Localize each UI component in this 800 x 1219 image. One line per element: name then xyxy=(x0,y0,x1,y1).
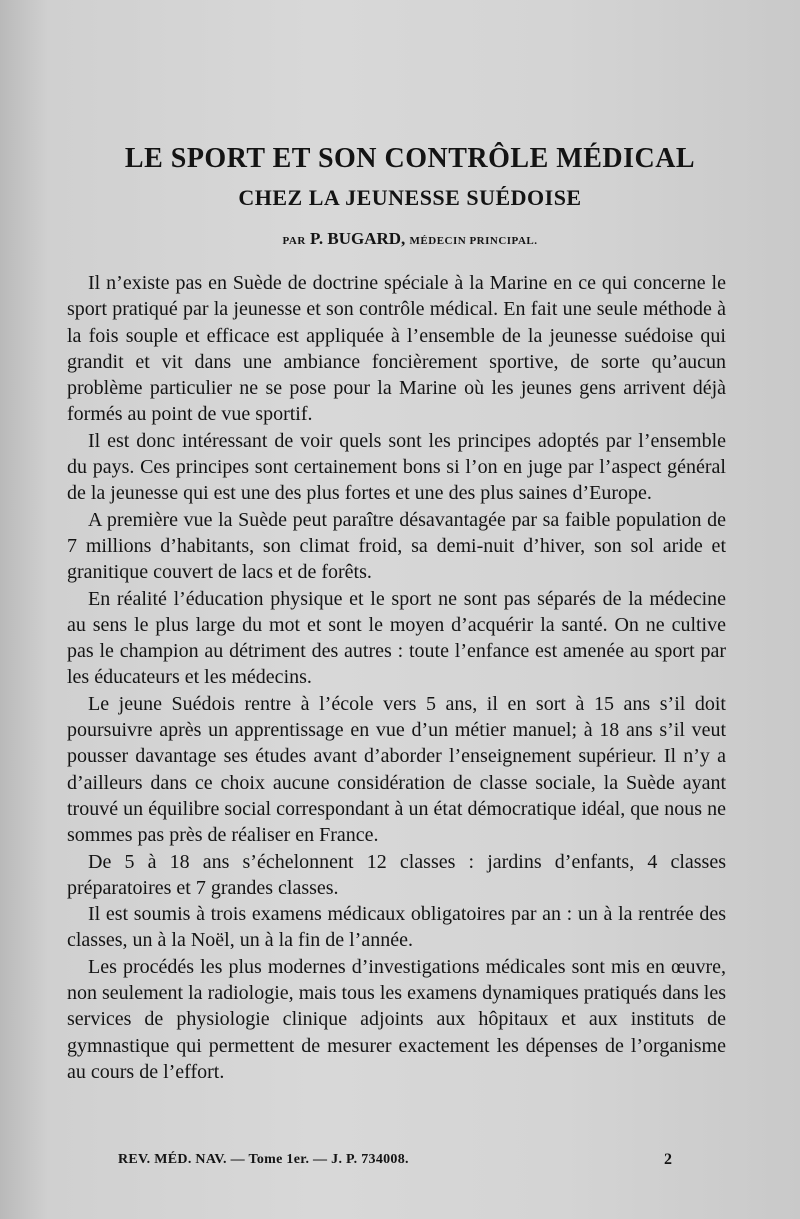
page-number: 2 xyxy=(664,1151,672,1168)
paragraph: Il n’existe pas en Suède de doctrine spéciale à la Marine en ce qui concerne le sport pratiqué par la jeunesse et son contrôle médical. En fait une seule méthode à la fois souple et efficace est appliquée à l’ensemble de la jeunesse suédoise qui grandit et vit dans une ambiance foncièrement sportive, de sorte qu’aucun problème particulier ne se pose pour la Marine où les jeunes gens arrivent déjà formés au point de vue sportif. xyxy=(67,272,726,426)
article-subtitle: CHEZ LA JEUNESSE SUÉDOISE xyxy=(238,185,582,210)
paragraph: Le jeune Suédois rentre à l’école vers 5 ans, il en sort à 15 ans s’il doit poursuivre après un apprentissage en vue d’un métier manuel; à 18 ans s’il veut pousser davantage ses études avant d’aborder l’enseignement supérieur. Il n’y a d’ailleurs dans ce choix aucune considération de classe sociale, la Suède ayant trouvé un équilibre social correspondant à un état démocratique idéal, que nous ne sommes pas près de réaliser en France. xyxy=(67,692,726,847)
author-name: P. BUGARD, xyxy=(310,229,406,248)
paragraph: Les procédés les plus modernes d’investigations médicales sont mis en œuvre, non seulement la radiologie, mais tous les examens dynamiques pratiqués dans les services de physiologie clinique adjoints aux hôpitaux et aux instituts de gymnastique qui permettent de mesurer exactement les dépenses de l’organisme au cours de l’effort. xyxy=(67,955,726,1083)
footer-reference: REV. MÉD. NAV. — Tome 1er. — J. P. 734008. xyxy=(118,1152,409,1167)
article-title: LE SPORT ET SON CONTRÔLE MÉDICAL xyxy=(124,143,696,174)
paragraph: En réalité l’éducation physique et le sport ne sont pas séparés de la médecine au sens le plus large du mot et sont le moyen d’acquérir la santé. On ne cultive pas le champion au détriment des autres : toute l’enfance est amenée au sport par les éducateurs et les médecins. xyxy=(67,587,726,689)
author-role: MÉDECIN PRINCIPAL. xyxy=(409,235,538,247)
paragraph: Il est donc intéressant de voir quels sont les principes adoptés par l’ensemble du pays. Ces principes sont certainement bons si l’on en juge par l’aspect général de la jeunesse qui est une des plus fortes et une des plus saines d’Europe. xyxy=(67,429,726,505)
article-body xyxy=(67,270,726,1085)
paragraph: Il est soumis à trois examens médicaux obligatoires par an : un à la rentrée des classes, un à la Noël, un à la fin de l’année. xyxy=(67,903,726,952)
paragraph: A première vue la Suède peut paraître désavantagée par sa faible population de 7 millions d’habitants, son climat froid, sa demi-nuit d’hiver, son sol aride et granitique couvert de lacs et de forêts. xyxy=(67,508,726,584)
byline xyxy=(0,229,800,249)
paragraph: De 5 à 18 ans s’échelonnent 12 classes : jardins d’enfants, 4 classes préparatoires et 7 grandes classes. xyxy=(67,850,726,899)
byline-par: PAR xyxy=(282,235,306,247)
